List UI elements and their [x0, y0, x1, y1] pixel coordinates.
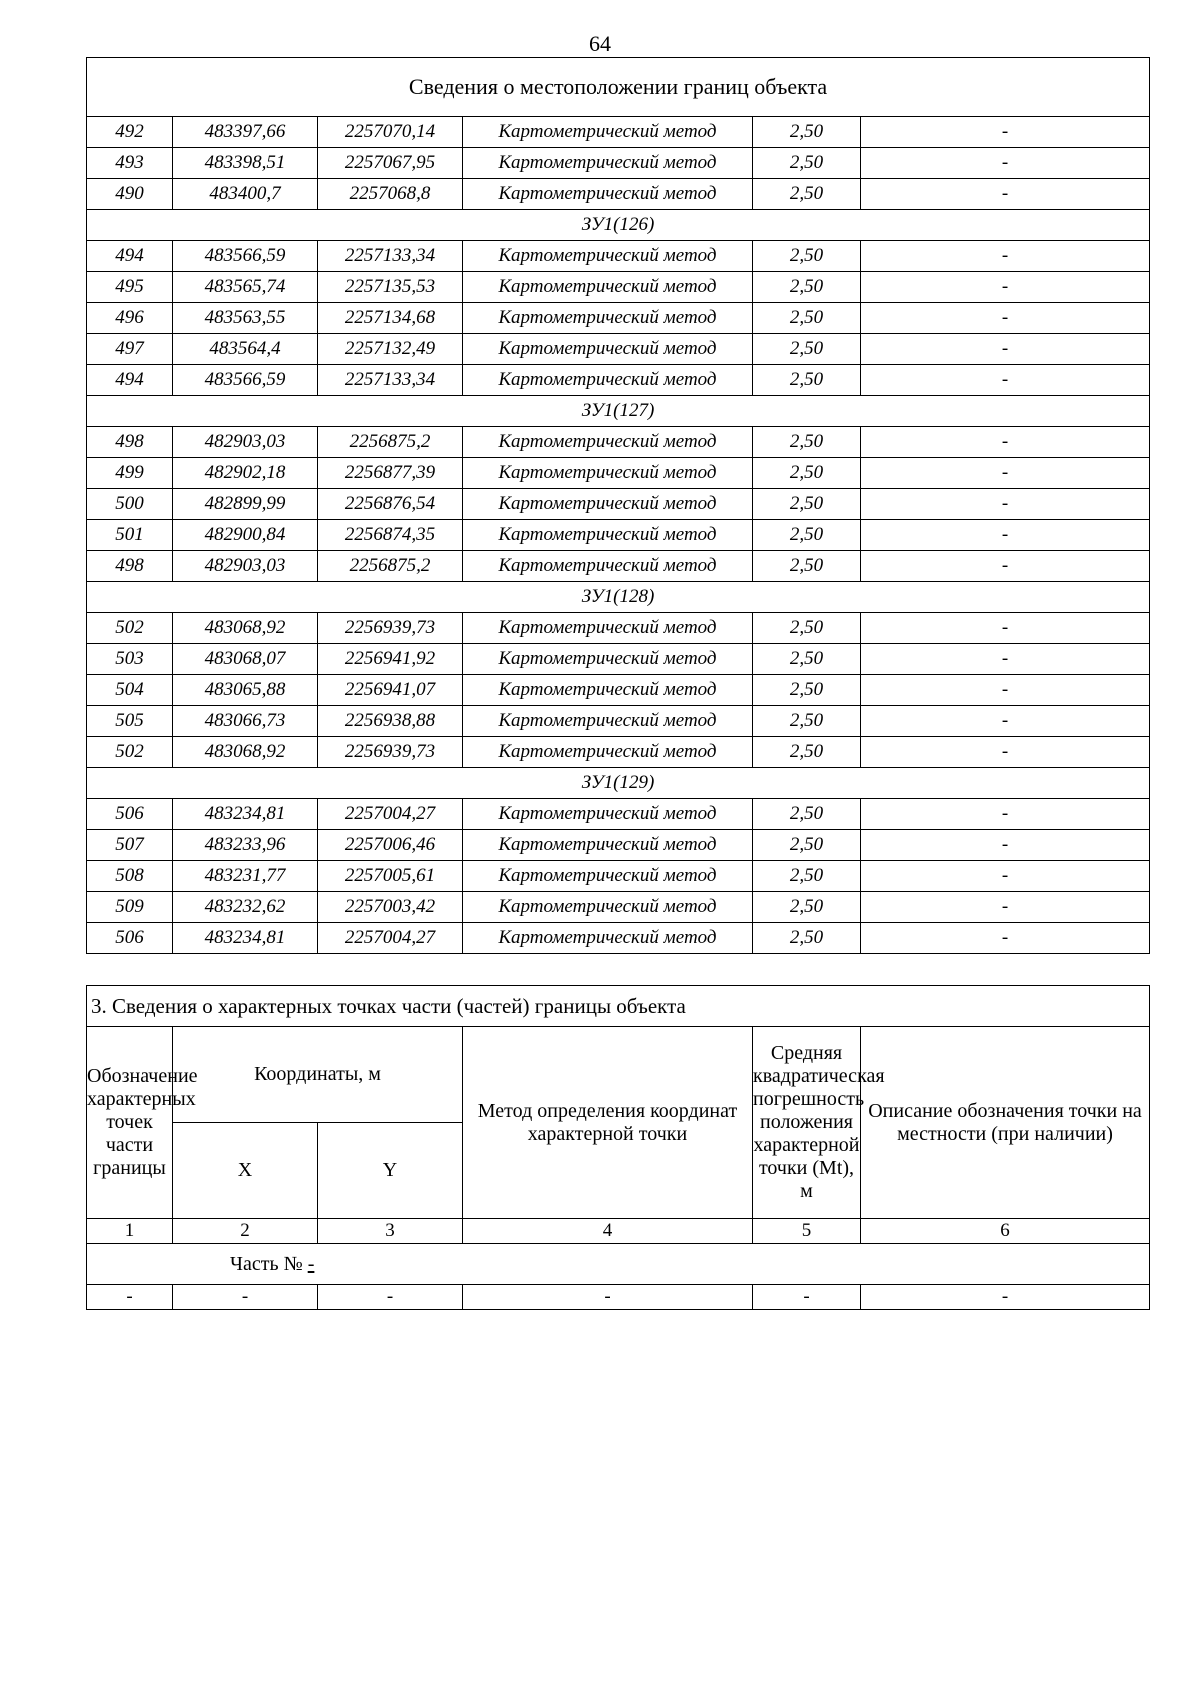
table-cell: -	[753, 1285, 861, 1310]
table-cell: Картометрический метод	[463, 303, 753, 334]
table-row	[87, 179, 1150, 210]
table-row	[87, 892, 1150, 923]
table-row	[87, 551, 1150, 582]
table-cell: Картометрический метод	[463, 644, 753, 675]
header-designation: Обозначение характерных точек части границы	[87, 1027, 173, 1219]
table-cell: 494	[87, 241, 173, 272]
table-cell: 2,50	[753, 675, 861, 706]
table-cell: Картометрический метод	[463, 613, 753, 644]
table-cell: 2,50	[753, 117, 861, 148]
table-cell: -	[861, 830, 1150, 861]
table-cell: 483400,7	[173, 179, 318, 210]
table-cell: 2,50	[753, 272, 861, 303]
table-cell: 483233,96	[173, 830, 318, 861]
table-row	[87, 427, 1150, 458]
table-cell: 500	[87, 489, 173, 520]
table-row	[87, 365, 1150, 396]
table-cell: 2256941,07	[318, 675, 463, 706]
table-row	[87, 148, 1150, 179]
table-row	[87, 706, 1150, 737]
table-cell: 492	[87, 117, 173, 148]
table-cell: -	[463, 1285, 753, 1310]
table-cell: 2,50	[753, 148, 861, 179]
table-cell: -	[87, 1285, 173, 1310]
table-cell: 2,50	[753, 427, 861, 458]
table-cell: 2,50	[753, 458, 861, 489]
table-row	[87, 272, 1150, 303]
table-cell: 498	[87, 551, 173, 582]
header-y: Y	[318, 1123, 463, 1219]
table-cell: 2256874,35	[318, 520, 463, 551]
table-cell: 483231,77	[173, 861, 318, 892]
table-cell: -	[861, 520, 1150, 551]
table-cell: 2257068,8	[318, 179, 463, 210]
header-x: X	[173, 1123, 318, 1219]
table-cell: 2,50	[753, 892, 861, 923]
table-cell: 2,50	[753, 179, 861, 210]
table-cell: 2257132,49	[318, 334, 463, 365]
table-cell: 2257006,46	[318, 830, 463, 861]
table-cell: -	[861, 892, 1150, 923]
table-cell: -	[861, 706, 1150, 737]
table-cell: 2,50	[753, 303, 861, 334]
table-cell: Картометрический метод	[463, 923, 753, 954]
part-row	[87, 1244, 1150, 1285]
table-cell: 483563,55	[173, 303, 318, 334]
table-cell: 2,50	[753, 489, 861, 520]
table-cell: Картометрический метод	[463, 241, 753, 272]
table-cell: 2256877,39	[318, 458, 463, 489]
table-row	[87, 303, 1150, 334]
part-value: -	[307, 1252, 315, 1275]
table-cell: 2,50	[753, 241, 861, 272]
group-label: ЗУ1(127)	[87, 396, 1150, 427]
part-points-table	[86, 985, 1150, 1310]
table-cell: Картометрический метод	[463, 427, 753, 458]
part-label: Часть №	[230, 1252, 303, 1275]
group-label: ЗУ1(126)	[87, 210, 1150, 241]
column-number: 5	[753, 1219, 861, 1244]
table-cell: 507	[87, 830, 173, 861]
table-cell: -	[861, 799, 1150, 830]
table-cell: 483232,62	[173, 892, 318, 923]
table-cell: 499	[87, 458, 173, 489]
table-cell: -	[861, 551, 1150, 582]
table-cell: 2257067,95	[318, 148, 463, 179]
table-row	[87, 489, 1150, 520]
table-cell: -	[861, 334, 1150, 365]
table-cell: 2256938,88	[318, 706, 463, 737]
group-label: ЗУ1(128)	[87, 582, 1150, 613]
table-title-row	[87, 58, 1150, 117]
table-cell: Картометрический метод	[463, 675, 753, 706]
page-number: 64	[589, 31, 611, 56]
table-cell: Картометрический метод	[463, 272, 753, 303]
table-cell: 2,50	[753, 861, 861, 892]
table-cell: 490	[87, 179, 173, 210]
table-cell: -	[861, 365, 1150, 396]
table-cell: -	[173, 1285, 318, 1310]
table-cell: 495	[87, 272, 173, 303]
table-cell: 505	[87, 706, 173, 737]
table-cell: 2257134,68	[318, 303, 463, 334]
table-cell: -	[861, 489, 1150, 520]
table-cell: 483066,73	[173, 706, 318, 737]
table-row	[87, 458, 1150, 489]
table-cell: 482903,03	[173, 427, 318, 458]
table-row	[87, 334, 1150, 365]
table-cell: 2,50	[753, 799, 861, 830]
table-cell: 482900,84	[173, 520, 318, 551]
table-cell: 482902,18	[173, 458, 318, 489]
table-cell: 2,50	[753, 613, 861, 644]
table-cell: 497	[87, 334, 173, 365]
table-cell: -	[861, 241, 1150, 272]
column-number: 4	[463, 1219, 753, 1244]
table-cell: 482899,99	[173, 489, 318, 520]
table-cell: 506	[87, 923, 173, 954]
table-row	[87, 644, 1150, 675]
table-cell: 2257004,27	[318, 799, 463, 830]
table-cell: Картометрический метод	[463, 737, 753, 768]
group-row	[87, 768, 1150, 799]
group-row	[87, 582, 1150, 613]
table-cell: Картометрический метод	[463, 520, 753, 551]
table-cell: 502	[87, 737, 173, 768]
group-row	[87, 210, 1150, 241]
table-row	[87, 117, 1150, 148]
table-cell: 2,50	[753, 334, 861, 365]
table-cell: 483068,07	[173, 644, 318, 675]
boundary-location-table	[86, 57, 1150, 954]
table-cell: 503	[87, 644, 173, 675]
table-cell: 494	[87, 365, 173, 396]
section-title: 3. Сведения о характерных точках части (частей) границы объекта	[87, 986, 1150, 1027]
table-row	[87, 923, 1150, 954]
table-cell: -	[861, 427, 1150, 458]
table-cell: 2,50	[753, 520, 861, 551]
table-cell: 2,50	[753, 551, 861, 582]
header-row-1	[87, 1027, 1150, 1123]
table-cell: 508	[87, 861, 173, 892]
table-cell: 496	[87, 303, 173, 334]
table-cell: Картометрический метод	[463, 799, 753, 830]
table-cell: 506	[87, 799, 173, 830]
table-cell: 483566,59	[173, 241, 318, 272]
table-cell: Картометрический метод	[463, 365, 753, 396]
table-row	[87, 241, 1150, 272]
table-cell: 2257004,27	[318, 923, 463, 954]
table-cell: 482903,03	[173, 551, 318, 582]
table-title: Сведения о местоположении границ объекта	[87, 58, 1150, 117]
table-cell: 2257133,34	[318, 365, 463, 396]
table-cell: -	[861, 148, 1150, 179]
table-cell: 501	[87, 520, 173, 551]
table-cell: 2256939,73	[318, 613, 463, 644]
table-cell: 2257135,53	[318, 272, 463, 303]
table-row	[87, 737, 1150, 768]
column-number: 6	[861, 1219, 1150, 1244]
table-cell: 483068,92	[173, 613, 318, 644]
table-cell: Картометрический метод	[463, 892, 753, 923]
table-cell: -	[861, 272, 1150, 303]
table-cell: Картометрический метод	[463, 179, 753, 210]
group-row	[87, 396, 1150, 427]
table-cell: 2257133,34	[318, 241, 463, 272]
table-row	[87, 830, 1150, 861]
table-cell: 483234,81	[173, 923, 318, 954]
table-row	[87, 520, 1150, 551]
table-cell: 509	[87, 892, 173, 923]
table-cell: Картометрический метод	[463, 148, 753, 179]
table-cell: -	[861, 179, 1150, 210]
header-method: Метод определения координат характерной точки	[463, 1027, 753, 1219]
table-row	[87, 613, 1150, 644]
table-cell: Картометрический метод	[463, 830, 753, 861]
table-cell: 483397,66	[173, 117, 318, 148]
table-cell: 2,50	[753, 830, 861, 861]
part-cell	[87, 1244, 1150, 1285]
table-cell: 483565,74	[173, 272, 318, 303]
table-cell: Картометрический метод	[463, 117, 753, 148]
table-cell: -	[861, 923, 1150, 954]
column-number: 1	[87, 1219, 173, 1244]
table-cell: 2257003,42	[318, 892, 463, 923]
table-cell: 2,50	[753, 365, 861, 396]
header-error: Средняя квадратическая погрешность положения характерной точки (Mt), м	[753, 1027, 861, 1219]
table-row	[87, 675, 1150, 706]
column-number-row	[87, 1219, 1150, 1244]
table-cell: 498	[87, 427, 173, 458]
table-cell: 493	[87, 148, 173, 179]
table-cell: -	[318, 1285, 463, 1310]
table-cell: -	[861, 861, 1150, 892]
table-cell: Картометрический метод	[463, 334, 753, 365]
table-cell: -	[861, 1285, 1150, 1310]
table-cell: -	[861, 303, 1150, 334]
table-cell: 2256876,54	[318, 489, 463, 520]
table-cell: 2,50	[753, 644, 861, 675]
table-cell: 2256875,2	[318, 551, 463, 582]
table-cell: 483234,81	[173, 799, 318, 830]
table-cell: 2,50	[753, 923, 861, 954]
table-cell: 2256875,2	[318, 427, 463, 458]
group-label: ЗУ1(129)	[87, 768, 1150, 799]
header-coordinates: Координаты, м	[173, 1027, 463, 1123]
table-cell: 483566,59	[173, 365, 318, 396]
table-cell: 2257005,61	[318, 861, 463, 892]
column-number: 3	[318, 1219, 463, 1244]
table-row	[87, 799, 1150, 830]
table-cell: 2,50	[753, 706, 861, 737]
table-cell: 502	[87, 613, 173, 644]
table-cell: -	[861, 675, 1150, 706]
table-cell: -	[861, 117, 1150, 148]
table-cell: Картометрический метод	[463, 706, 753, 737]
table-cell: 483065,88	[173, 675, 318, 706]
table-cell: -	[861, 458, 1150, 489]
header-description: Описание обозначения точки на местности (при наличии)	[861, 1027, 1150, 1219]
table-cell: -	[861, 613, 1150, 644]
table-cell: -	[861, 644, 1150, 675]
table-cell: 483564,4	[173, 334, 318, 365]
table-cell: 2256939,73	[318, 737, 463, 768]
table-cell: 2,50	[753, 737, 861, 768]
table-cell: Картометрический метод	[463, 551, 753, 582]
table-cell: 483068,92	[173, 737, 318, 768]
table-cell: -	[861, 737, 1150, 768]
table-row	[87, 861, 1150, 892]
table-cell: 2256941,92	[318, 644, 463, 675]
table-row	[87, 1285, 1150, 1310]
section-title-row	[87, 986, 1150, 1027]
column-number: 2	[173, 1219, 318, 1244]
table-cell: Картометрический метод	[463, 458, 753, 489]
table-cell: Картометрический метод	[463, 489, 753, 520]
table-cell: 483398,51	[173, 148, 318, 179]
table-cell: 504	[87, 675, 173, 706]
table-cell: 2257070,14	[318, 117, 463, 148]
table-cell: Картометрический метод	[463, 861, 753, 892]
